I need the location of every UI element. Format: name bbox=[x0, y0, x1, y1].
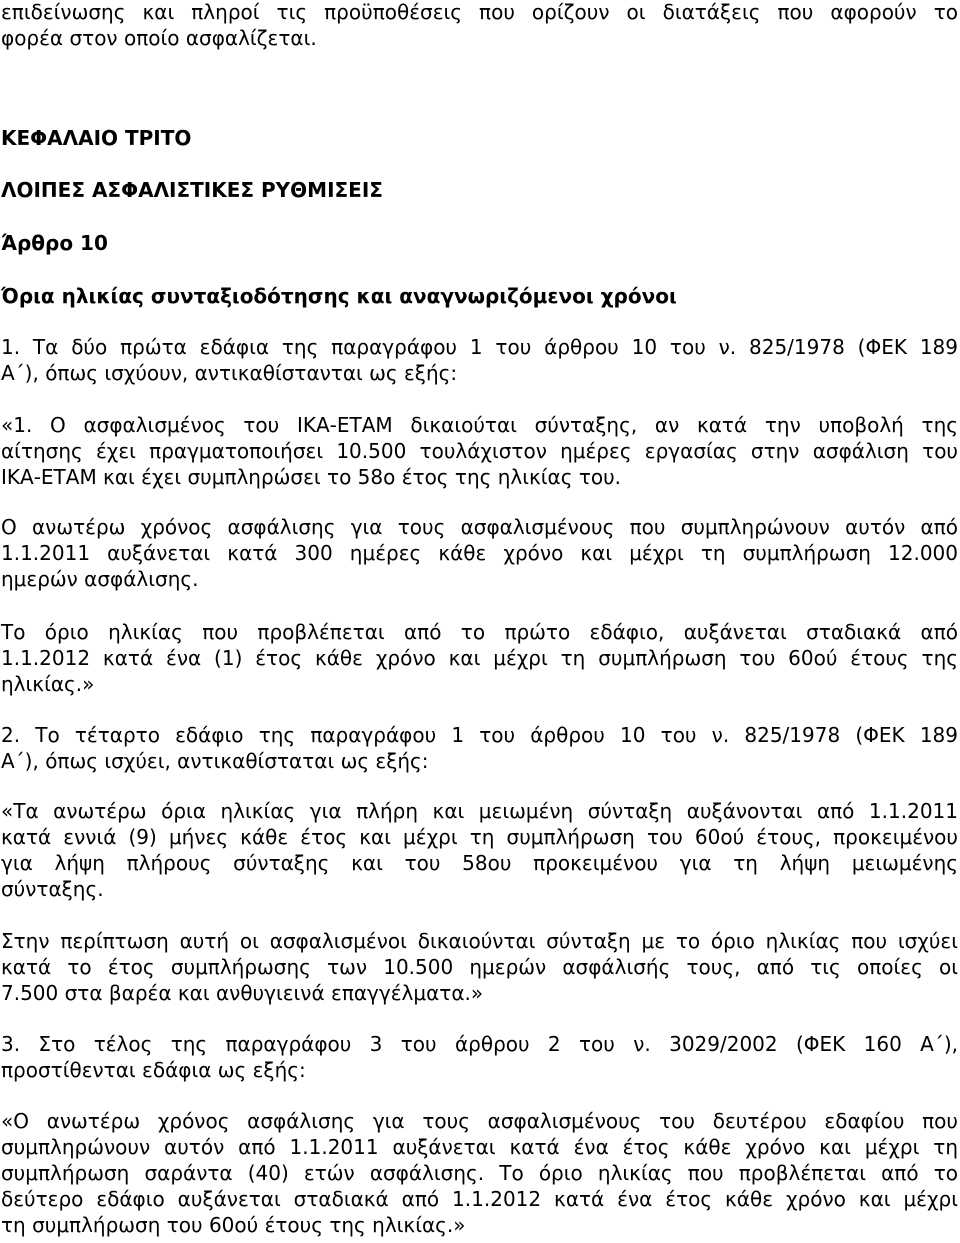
paragraph-line: ημερών ασφάλισης. bbox=[1, 567, 199, 591]
paragraph-line: Α΄), όπως ισχύει, αντικαθίσταται ως εξής: bbox=[1, 749, 429, 773]
paragraph-1 bbox=[1, 334, 958, 386]
paragraph-line: 7.500 στα βαρέα και ανθυγιεινά επαγγέλματα.» bbox=[1, 981, 484, 1005]
paragraph-3 bbox=[1, 514, 958, 592]
paragraph-6 bbox=[1, 798, 958, 902]
paragraph-line: τη συμπλήρωση του 60ού έτους της ηλικίας.» bbox=[1, 1213, 466, 1237]
article-label: Άρθρο 10 bbox=[1, 231, 108, 255]
paragraph-line: κατά εννιά (9) μήνες κάθε έτος και μέχρι τη συμπλήρωση του 60ού έτους, προκειμένου bbox=[1, 825, 958, 849]
paragraph-line: 1.1.2011 αυξάνεται κατά 300 ημέρες κάθε χρόνο και μέχρι τη συμπλήρωση 12.000 bbox=[1, 541, 958, 565]
paragraph-line: ΙΚΑ-ΕΤΑΜ και έχει συμπληρώσει το 58ο έτος της ηλικίας του. bbox=[1, 465, 622, 489]
paragraph-line: 2. Το τέταρτο εδάφιο της παραγράφου 1 του άρθρου 10 του ν. 825/1978 (ΦΕΚ 189 bbox=[1, 723, 958, 747]
paragraph-line: Στην περίπτωση αυτή οι ασφαλισμένοι δικαιούνται σύνταξη με το όριο ηλικίας που ισχύει bbox=[1, 929, 958, 953]
paragraph-line: φορέα στον οποίο ασφαλίζεται. bbox=[1, 26, 317, 50]
paragraph-line: «Ο ανωτέρω χρόνος ασφάλισης για τους ασφαλισμένους του δευτέρου εδαφίου που bbox=[1, 1109, 958, 1133]
paragraph-line: συμπλήρωση σαράντα (40) ετών ασφάλισης. Το όριο ηλικίας που προβλέπεται από το bbox=[1, 1161, 958, 1185]
article-title: Όρια ηλικίας συνταξιοδότησης και αναγνωριζόμενοι χρόνοι bbox=[1, 284, 677, 308]
paragraph-line: επιδείνωσης και πληροί τις προϋποθέσεις που ορίζουν οι διατάξεις που αφορούν το bbox=[1, 0, 958, 24]
chapter-heading bbox=[1, 125, 958, 151]
paragraph-line: δεύτερο εδάφιο αυξάνεται σταδιακά από 1.1.2012 κατά ένα έτος κάθε χρόνο και μέχρι bbox=[1, 1187, 958, 1211]
paragraph-line: Α΄), όπως ισχύουν, αντικαθίστανται ως εξής: bbox=[1, 361, 458, 385]
paragraph-line: «Τα ανωτέρω όρια ηλικίας για πλήρη και μειωμένη σύνταξη αυξάνονται από 1.1.2011 bbox=[1, 799, 958, 823]
paragraph-9 bbox=[1, 1108, 958, 1238]
paragraph-4 bbox=[1, 619, 958, 697]
paragraph-line: ηλικίας.» bbox=[1, 672, 95, 696]
paragraph-line: αίτησης έχει πραγματοποιήσει 10.500 τουλάχιστον ημέρες εργασίας στην ασφάλιση του bbox=[1, 439, 958, 463]
paragraph-8 bbox=[1, 1031, 958, 1083]
paragraph-line: σύνταξης. bbox=[1, 877, 104, 901]
chapter-label: ΚΕΦΑΛΑΙΟ ΤΡΙΤΟ bbox=[1, 126, 192, 150]
article-title-heading bbox=[1, 283, 958, 309]
paragraph-line: 1.1.2012 κατά ένα (1) έτος κάθε χρόνο και μέχρι τη συμπλήρωση του 60ού έτους της bbox=[1, 646, 958, 670]
paragraph-7 bbox=[1, 928, 958, 1006]
chapter-title: ΛΟΙΠΕΣ ΑΣΦΑΛΙΣΤΙΚΕΣ ΡΥΘΜΙΣΕΙΣ bbox=[1, 178, 383, 202]
paragraph-2 bbox=[1, 412, 958, 490]
intro-paragraph bbox=[1, 0, 958, 51]
paragraph-line: «1. Ο ασφαλισμένος του ΙΚΑ-ΕΤΑΜ δικαιούται σύνταξης, αν κατά την υποβολή της bbox=[1, 413, 958, 437]
article-heading bbox=[1, 230, 958, 256]
paragraph-line: προστίθενται εδάφια ως εξής: bbox=[1, 1058, 306, 1082]
paragraph-line: Το όριο ηλικίας που προβλέπεται από το πρώτο εδάφιο, αυξάνεται σταδιακά από bbox=[1, 620, 958, 644]
paragraph-line: Ο ανωτέρω χρόνος ασφάλισης για τους ασφαλισμένους που συμπληρώνουν αυτόν από bbox=[1, 515, 958, 539]
paragraph-line: κατά το έτος συμπλήρωσης των 10.500 ημερών ασφάλισής τους, από τις οποίες οι bbox=[1, 955, 958, 979]
paragraph-line: 3. Στο τέλος της παραγράφου 3 του άρθρου 2 του ν. 3029/2002 (ΦΕΚ 160 Α΄), bbox=[1, 1032, 958, 1056]
paragraph-line: για λήψη πλήρους σύνταξης και του 58ου προκειμένου για τη λήψη μειωμένης bbox=[1, 851, 958, 875]
chapter-title-heading bbox=[1, 177, 958, 203]
paragraph-5 bbox=[1, 722, 958, 774]
paragraph-line: συμπληρώνουν αυτόν από 1.1.2011 αυξάνεται κατά ένα έτος κάθε χρόνο και μέχρι τη bbox=[1, 1135, 958, 1159]
paragraph-line: 1. Τα δύο πρώτα εδάφια της παραγράφου 1 του άρθρου 10 του ν. 825/1978 (ΦΕΚ 189 bbox=[1, 335, 958, 359]
